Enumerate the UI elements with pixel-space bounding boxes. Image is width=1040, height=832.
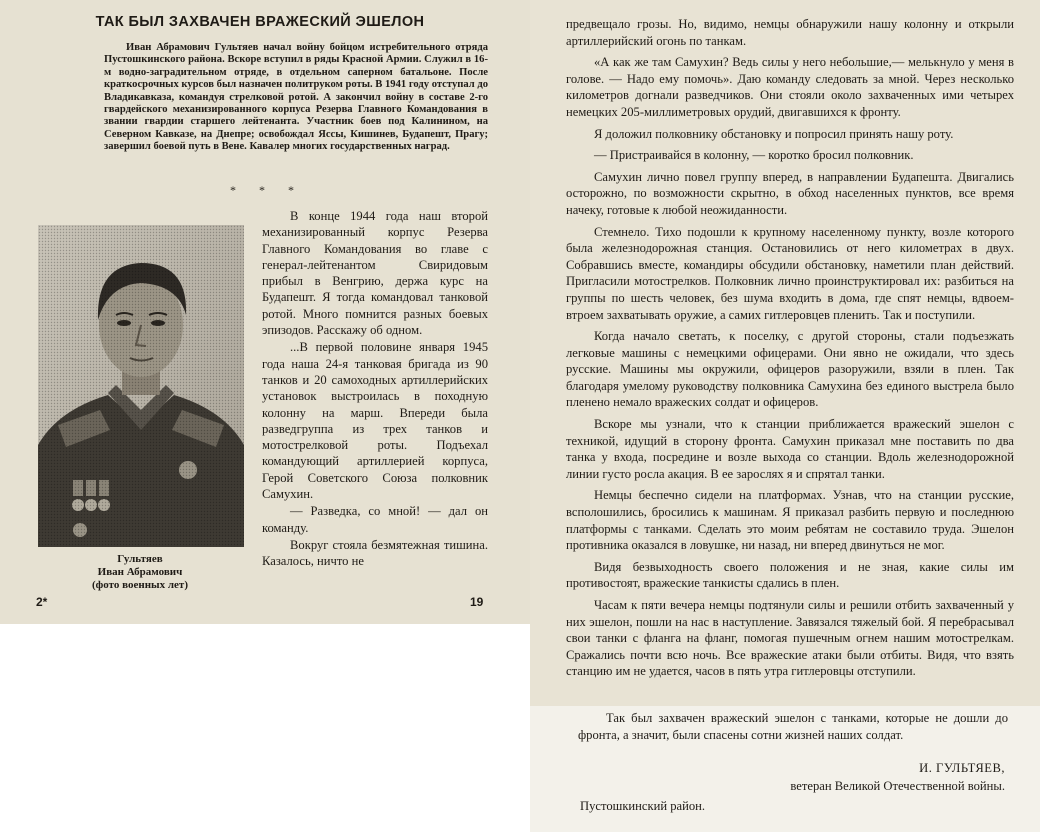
paragraph: Я доложил полковнику обстановку и попросил принять нашу роту. bbox=[594, 126, 954, 141]
paragraph: Самухин лично повел группу вперед, в направлении Будапешта. Двигались осторожно, по возможности скрытно, в обход населенных пунктов, все время начеку, готовые к любой неожиданности. bbox=[566, 169, 1014, 217]
paragraph: предвещало грозы. Но, видимо, немцы обнаружили нашу колонну и открыли артиллерийский огонь по танкам. bbox=[566, 17, 1014, 48]
closing-text bbox=[578, 710, 1008, 743]
left-page-number: 2* bbox=[36, 595, 48, 609]
left-page bbox=[0, 0, 530, 624]
left-text-column bbox=[262, 208, 488, 570]
author-photo bbox=[38, 225, 244, 547]
paragraph: Вскоре мы узнали, что к станции приближается вражеский эшелон с техникой, идущий в сторону фронта. Самухин приказал мне поставить по два танка у входа, посредине и возле выхода со станции. Вдоль железнодорожной линии густо росла акация. В ее зарослях я и спрятал танки. bbox=[566, 417, 1014, 481]
caption-line: Гультяев bbox=[117, 553, 163, 565]
article-title: ТАК БЫЛ ЗАХВАЧЕН ВРАЖЕСКИЙ ЭШЕЛОН bbox=[95, 14, 425, 30]
paragraph: Стемнело. Тихо подошли к крупному населенному пункту, возле которого была железнодорожная станция. Остановились от него километрах в двух. Собравшись вместе, командиры обсудили обстановку, наметили план действий. Пригласили мотострелков. Полковник лично проинструктировал их: разбиться на группы по шесть человек, без шума входить в дома, где спят немцы, вдвоем-втроем захватывать оружие, а самих гитлеровцев пленить. Так и поступили. bbox=[566, 224, 1014, 322]
paragraph: «А как же там Самухин? Ведь силы у него небольшие,— мелькнуло у меня в голове. — Надо ему помочь». Даю команду следовать за мной. Через несколько километров догнали разведчиков. Они стояли около захваченных ими четырех немецких 205-миллиметровых орудий, двигавшихся к фронту. bbox=[566, 55, 1014, 119]
paragraph: Видя безвыходность своего положения и не зная, какие силы им противостоят, вражеские танкисты сдались в плен. bbox=[566, 559, 1014, 591]
paragraph: В конце 1944 года наш второй механизированный корпус Резерва Главного Командования во главе с генерал-лейтенантом Свиридовым прибыл в Венгрию, держа курс на Будапешт. Я тогда командовал танковой ротой. Много помнится разных боевых эпизодов. Расскажу об одном. bbox=[262, 209, 488, 338]
section-separator: * * * bbox=[230, 183, 304, 197]
photo-caption bbox=[40, 553, 240, 592]
right-text-column bbox=[566, 16, 1014, 680]
paragraph: ...В первой половине января 1945 года наша 24-я танковая бригада из 90 танков и 20 самоходных артиллерийских установок выстроилась в походную колонну на марш. Впереди была разведгруппа из трех танков и мотострелковой роты. Подъехал командующий артиллерией корпуса, Герой Советского Союза полковник Самухин. bbox=[262, 340, 488, 502]
right-page-number: 19 bbox=[470, 595, 484, 609]
paragraph: — Пристраивайся в колонну, — коротко бросил полковник. bbox=[594, 148, 914, 163]
paragraph: Немцы беспечно сидели на платформах. Узнав, что на станции русские, всполошились, бросились к машинам. Я приказал разбить первую и последнюю платформы с танками. Сделать это моим ребятам не составило труда. Эшелон противника оказался в ловушке, ни назад, ни вперед двинуться не мог. bbox=[566, 488, 1014, 553]
paragraph: Вокруг стояла безмятежная тишина. Казалось, ничто не bbox=[262, 537, 488, 569]
caption-line: Иван Абрамович bbox=[97, 566, 183, 578]
author-title: ветеран Великой Отечественной войны. bbox=[790, 779, 1005, 793]
paragraph: Так был захвачен вражеский эшелон с танками, которые не дошли до фронта, а значит, были спасены сотни жизней наших солдат. bbox=[578, 711, 1008, 742]
author-name: И. ГУЛЬТЯЕВ, bbox=[919, 761, 1005, 775]
paragraph: Часам к пяти вечера немцы подтянули силы и решили отбить захваченный у них эшелон, пошли на нас в наступление. Завязался тяжелый бой. Я перебрасывал свои танки с фланга на фланг, помогая пушечным огнем нашим мотострелкам. Сражались почти всю ночь. Все вражеские атаки были отбиты. Видя, что взять станцию им не удается, часов в пять утра гитлеровцы отступили. bbox=[566, 598, 1014, 679]
paragraph: Когда начало светать, к поселку, с другой стороны, стали подъезжать легковые машины с немецкими офицерами. Они явно не ожидали, что здесь русские. Машины мы окружили, офицеров разоружили, взяли в плен. Так благодаря умелому руководству полковника Самухина без единого выстрела было пленено немало вражеских солдат и офицеров. bbox=[566, 329, 1014, 410]
author-signature bbox=[600, 759, 1005, 795]
district-name: Пустошкинский район. bbox=[580, 799, 706, 813]
paragraph: — Разведка, со мной! — дал он команду. bbox=[262, 504, 488, 535]
author-bio: Иван Абрамович Гультяев начал войну бойцом истребительного отряда Пустошкинского района. Вскоре вступил в ряды Красной Армии. Служил в 16-м водно-заградительном отряде, в отдельном саперном батальоне. После краткосрочных курсов был назначен политруком роты. В 1941 году отступал до Владикавказа, командуя стрелковой ротой. А закончил войну в составе 2-го гвардейского механизированного корпуса Резерва Главного Командования в звании гвардии старшего лейтенанта. Участник боев под Калинином, на Северном Кавказе, на Днепре; освобождал Яссы, Кишинев, Будапешт, Прагу; завершил боевой путь в Вене. Кавалер многих государственных наград. bbox=[104, 42, 488, 153]
caption-line: (фото военных лет) bbox=[91, 579, 189, 591]
